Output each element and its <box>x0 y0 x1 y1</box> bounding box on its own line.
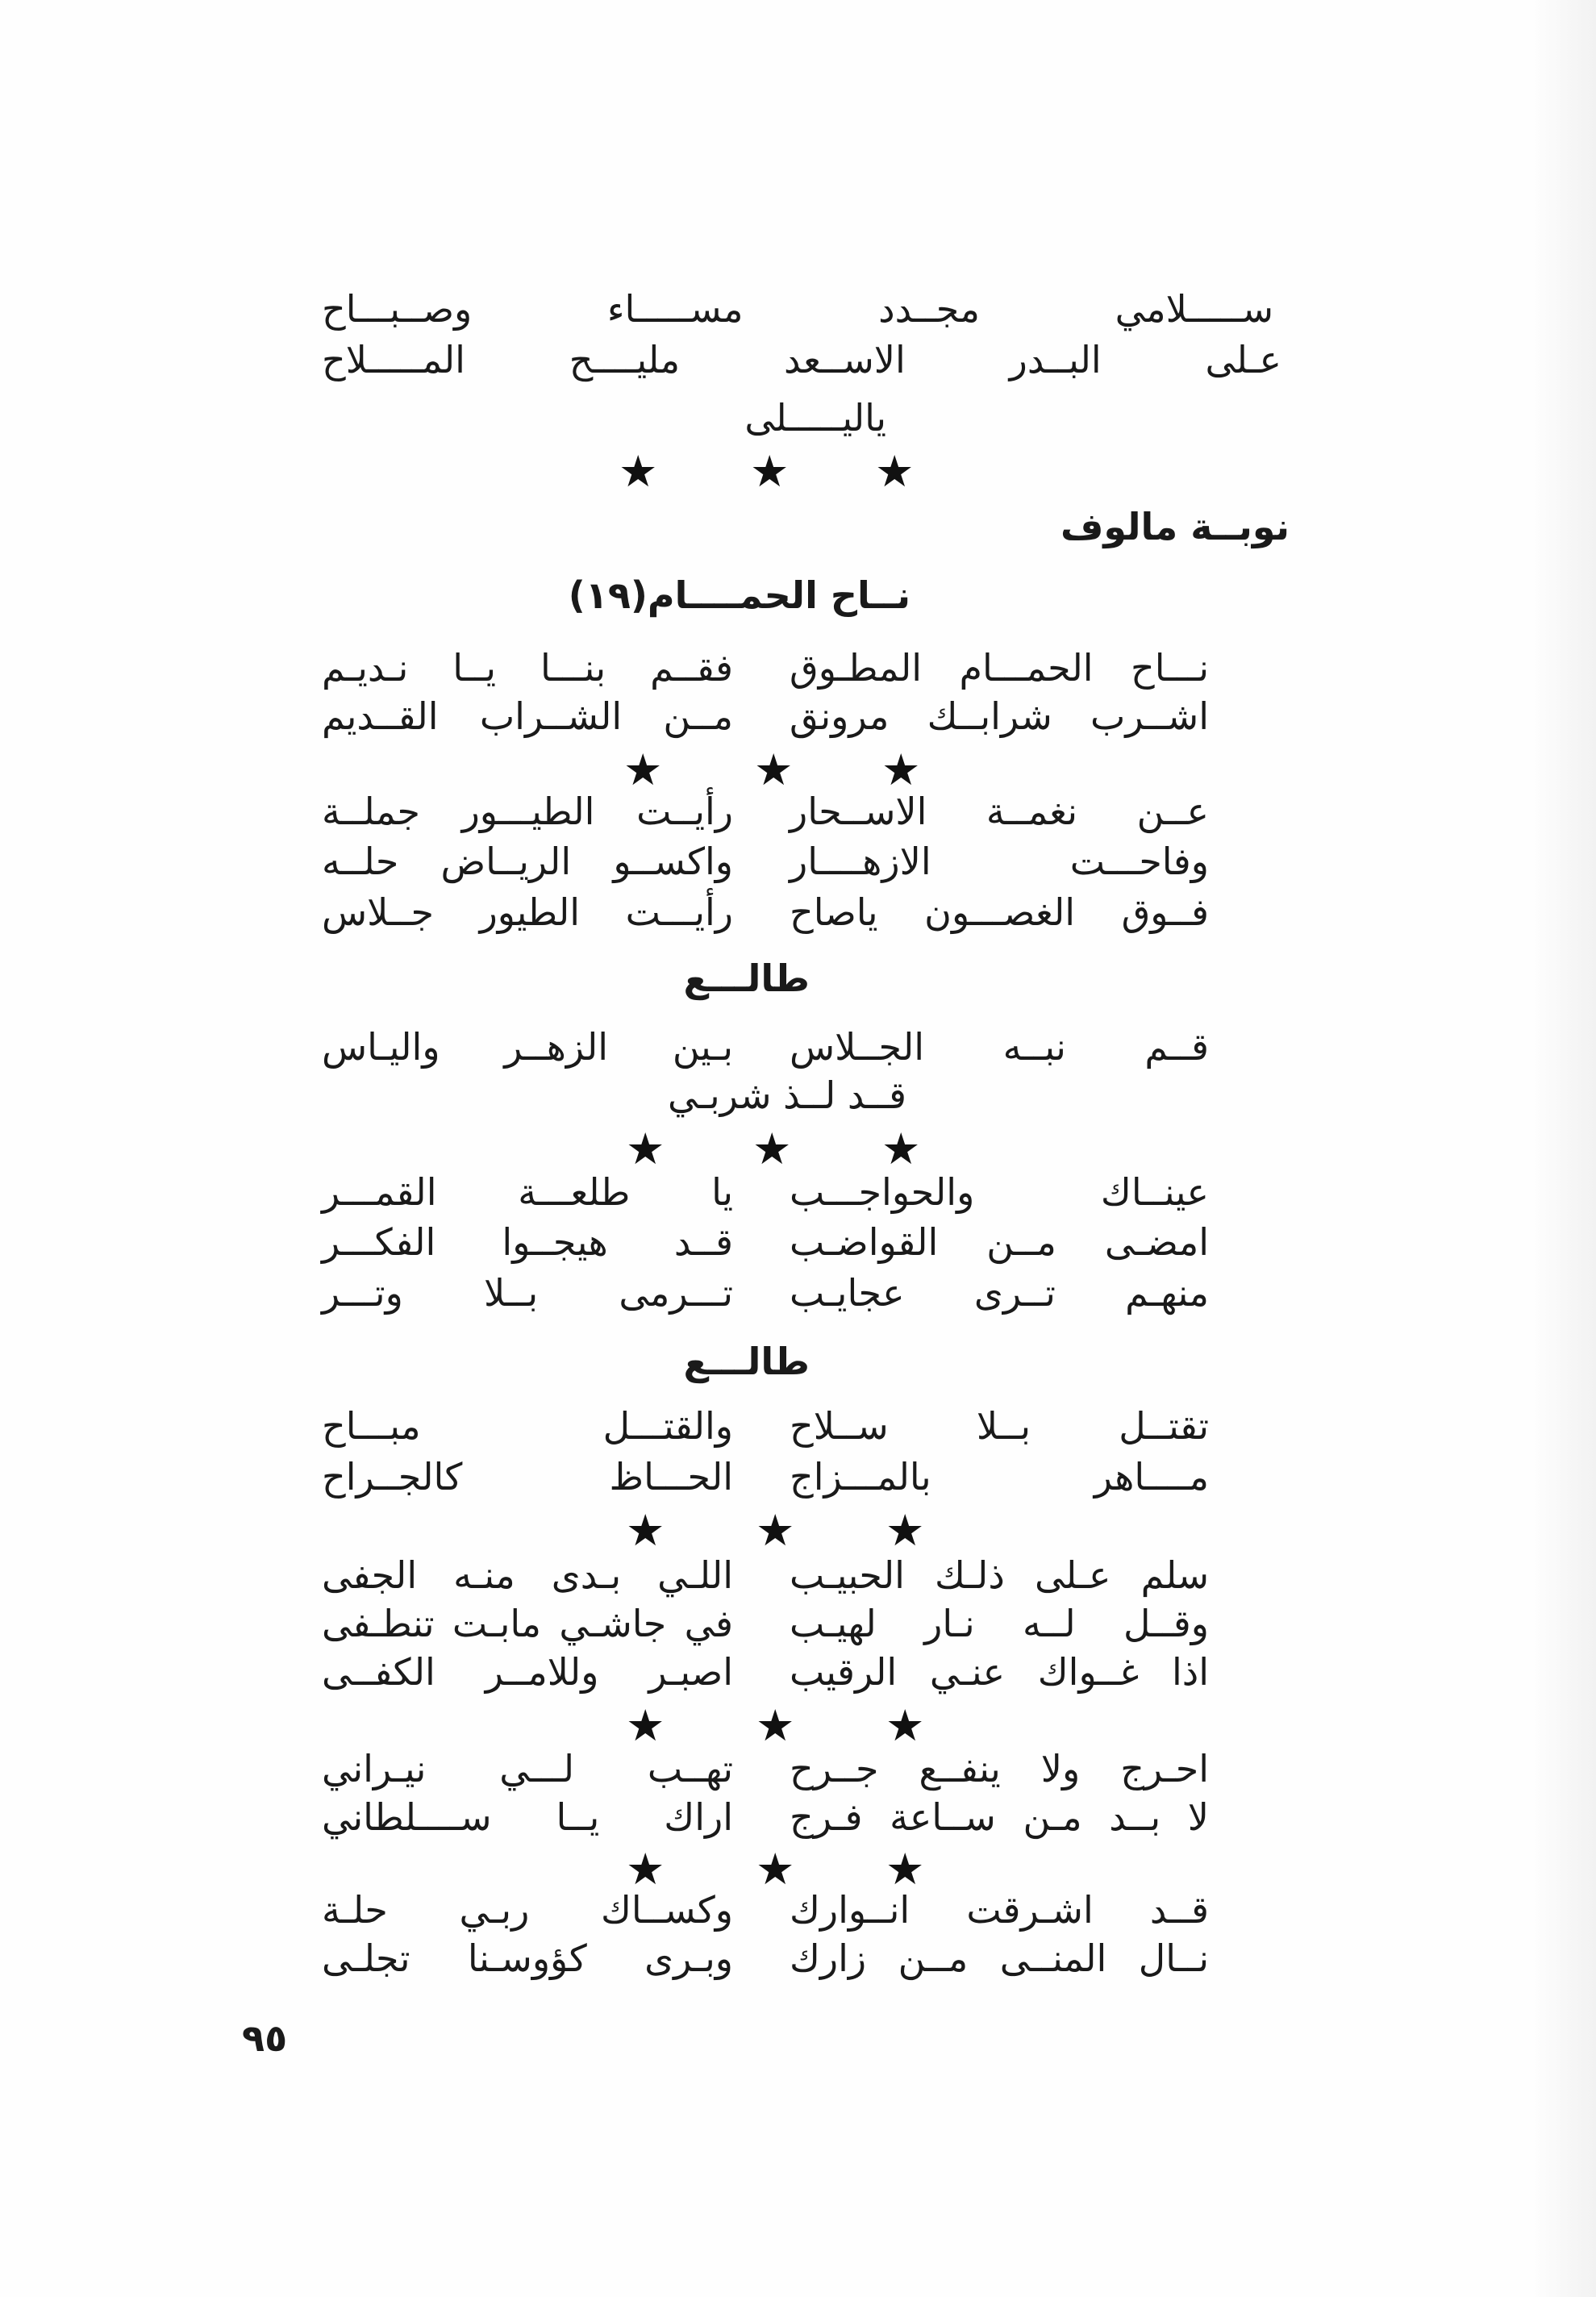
verse-left: واكســو الريــاض حلــه <box>322 840 733 883</box>
poem-title: نــاح الحمــــام(١٩) <box>568 573 911 617</box>
star-icon: ★ <box>623 744 663 795</box>
verse-right: وفاحـــت الازهــــار <box>790 840 1209 883</box>
verse-left: فقــم بنـــا يــا نـديـم <box>322 646 733 690</box>
verse-left: رأيــت الطيـــور جملــة <box>322 790 733 833</box>
star-icon: ★ <box>626 1123 665 1174</box>
verse-left: تـــرمى بــلا وتـــر <box>322 1271 733 1315</box>
verse-left: قــد هيجــوا الفكـــر <box>322 1220 733 1264</box>
verse-right: احـرج ولا ينفــع جــرح <box>790 1747 1209 1790</box>
star-icon: ★ <box>881 744 921 795</box>
star-icon: ★ <box>754 744 794 795</box>
verse-right: تقتــل بــلا ســلاح <box>790 1404 1209 1448</box>
verse-left: وبـرى كؤوسـنا تجلـى <box>322 1936 733 1980</box>
verse-right: مــــاهر بالمـــزاج <box>790 1455 1209 1499</box>
star-icon: ★ <box>881 1123 921 1174</box>
star-icon: ★ <box>750 446 790 497</box>
verse-right: لا بــد مـن ســاعة فـرج <box>790 1795 1209 1839</box>
verse-left: الحـــاظ كالجــراح <box>322 1455 733 1499</box>
verse-right: امضـى مــن القواضـب <box>790 1220 1209 1264</box>
refrain-single-line: قــد لــذ شربـي <box>668 1073 906 1117</box>
verse-left: وكســاك ربـي حلـة <box>322 1888 733 1932</box>
refrain-title: طالـــع <box>683 957 810 1000</box>
verse-left: يا طلعـــة القمـــر <box>322 1170 733 1214</box>
verse-right: وقــل لــه نـار لهيـب <box>790 1602 1209 1645</box>
star-icon: ★ <box>875 446 915 497</box>
verse-left: اصبـر وللامــر الكفــى <box>322 1650 733 1694</box>
star-icon: ★ <box>756 1844 795 1895</box>
star-icon: ★ <box>756 1700 795 1751</box>
verse-right: منهـم تــرى عجايـب <box>790 1271 1209 1315</box>
verse-right: سلم عـلى ذلـك الحبيـب <box>790 1553 1209 1597</box>
verse-right: عــن نغمــة الاســحار <box>790 790 1209 833</box>
verse-left: بـين الزهــر واليـاس <box>322 1025 733 1069</box>
verse-left: اراك يــا ســــلطاني <box>322 1795 733 1839</box>
page-number: ٩٥ <box>242 2016 288 2060</box>
star-icon: ★ <box>619 446 658 497</box>
opening-line-3: ياليـــــلى <box>744 396 886 440</box>
verse-right: قــد اشـرقت انــوارك <box>790 1888 1209 1932</box>
verse-right: نـــاح الحمـــام المطـوق <box>790 646 1209 690</box>
star-icon: ★ <box>886 1700 925 1751</box>
verse-left: تهــب لـــي نيـراني <box>322 1747 733 1790</box>
verse-left: في جاشـي مابـت تنطـفى <box>322 1602 733 1645</box>
star-icon: ★ <box>886 1844 925 1895</box>
verse-right: فــوق الغصـــون ياصاح <box>790 890 1209 934</box>
star-icon: ★ <box>626 1700 665 1751</box>
verse-right: اشــرب شرابــك مرونق <box>790 694 1209 738</box>
verse-right: اذا غــواك عنـي الرقيب <box>790 1650 1209 1694</box>
verse-right: قــم نبــه الجــلاس <box>790 1025 1209 1069</box>
opening-line-1: ســـــلامي مجــدد مســـــاء وصــبـــاح <box>322 287 1273 331</box>
section-title: نوبــة مالوف <box>1060 505 1290 548</box>
refrain-title: طالـــع <box>683 1340 810 1383</box>
star-icon: ★ <box>752 1123 792 1174</box>
star-icon: ★ <box>756 1505 795 1556</box>
verse-right: عينــاك والحواجـــب <box>790 1170 1209 1214</box>
verse-left: مــن الشــراب القــديم <box>322 694 733 738</box>
verse-right: نــال المنــى مــن زارك <box>790 1936 1209 1980</box>
opening-line-2: عـلى البــدر الاســعد مليــــح المـــــلاح <box>322 338 1281 381</box>
star-icon: ★ <box>886 1505 925 1556</box>
verse-left: رأيـــت الطيور جــلاس <box>322 890 733 934</box>
star-icon: ★ <box>626 1844 665 1895</box>
verse-left: اللـي بـدى منـه الجفى <box>322 1553 733 1597</box>
star-icon: ★ <box>626 1505 665 1556</box>
verse-left: والقتـــل مبـــاح <box>322 1404 733 1448</box>
